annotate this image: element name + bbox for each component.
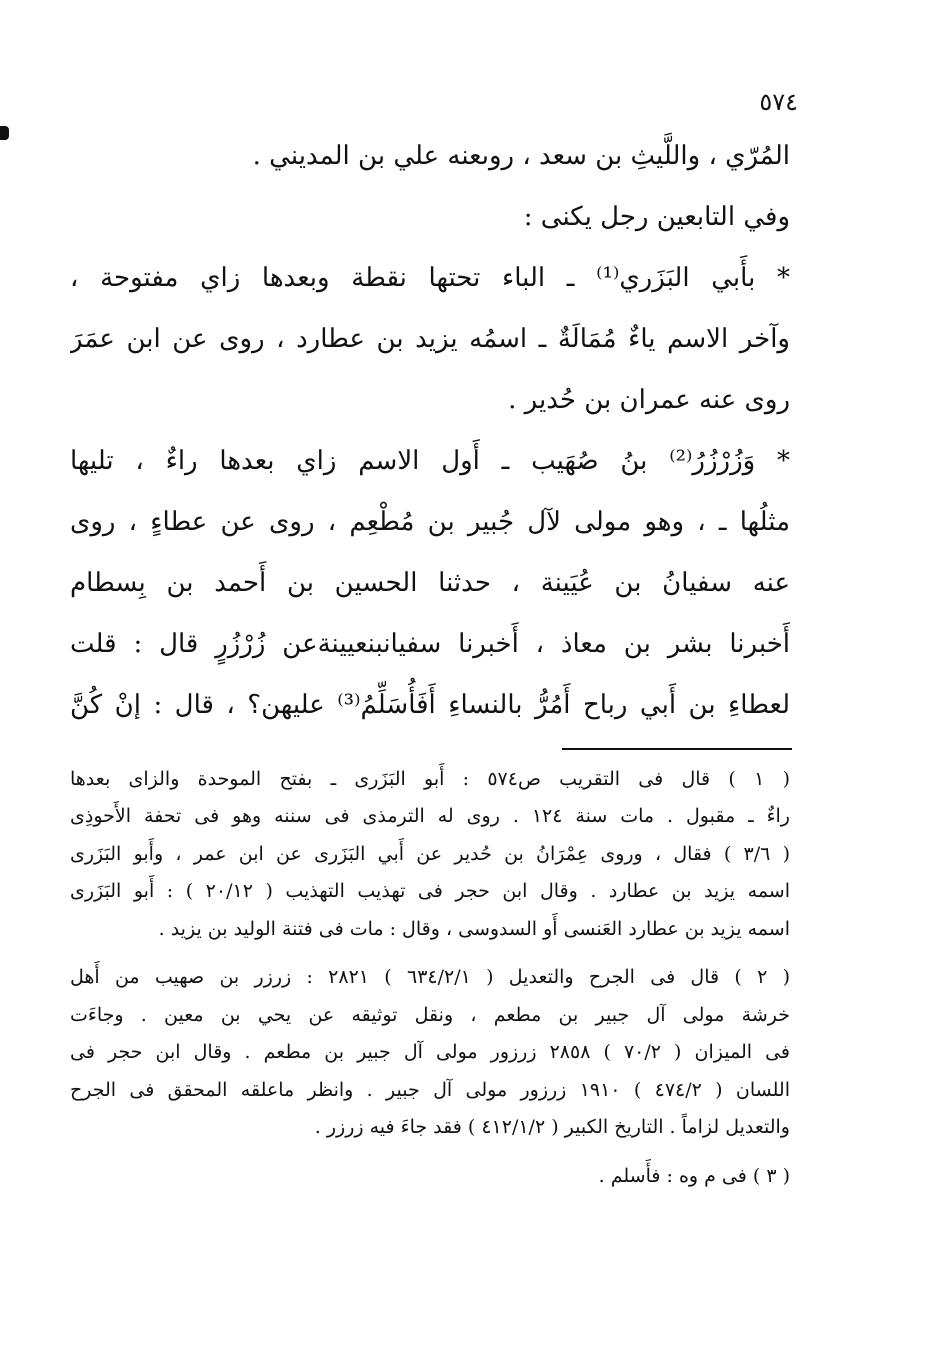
footnotes xyxy=(70,760,790,1195)
text-line: * بأَبي البَزَري⁽¹⁾ ـ الباء تحتها نقطة وبعدها زاي مفتوحة ، xyxy=(70,262,790,293)
text-line: عنه سفيانُ بن عُيَينة ، حدثنا الحسين بن أَحمد بن بِسطام xyxy=(70,567,790,598)
footnote-2 xyxy=(70,959,790,1147)
page-number: ٥٧٤ xyxy=(759,88,798,116)
page-edge-mark xyxy=(0,126,9,140)
footnote-divider xyxy=(562,748,792,750)
footnote-3 xyxy=(70,1157,790,1195)
footnote-line: اسمه يزيد بن عطارد العَنسى أَو السدوسى ، وقال : مات فى فتنة الوليد بن يزيد . xyxy=(158,917,790,940)
text-line: وفي التابعين رجل يكنى : xyxy=(523,201,790,232)
text-line: وآخر الاسم ياءٌ مُمَالَةٌ ـ اسمُه يزيد بن عطارد ، روى عن ابن عمَرَ xyxy=(70,323,790,354)
text-line: مثلُها ـ ، وهو مولى لآل جُبير بن مُطْعِم ، روى عن عطاءٍ ، روى xyxy=(70,506,790,537)
main-text xyxy=(70,125,790,735)
footnote-line: ( ٣/٦ ) فقال ، وروى عِمْرَانُ بن حُدير عن أَبي البَزَرى عن ابن عمر ، وأَبو البَزَرى xyxy=(70,842,790,865)
footnote-line: ( ٣ ) فى م وه : فأَسلم . xyxy=(598,1164,790,1187)
footnote-line: راءٌ ـ مقبول . مات سنة ١٢٤ . روى له الترمذى فى سننه وهو فى تحفة الأَحوذِى xyxy=(70,805,790,828)
text-line: أَخبرنا بشر بن معاذ ، أَخبرنا سفيانبنعيينةعن زُرْزُرٍ قال : قلت xyxy=(70,628,790,659)
footnote-line: ( ٢ ) قال فى الجرح والتعديل ( ٦٣٤/٢/١ ) ٢٨٢١ : زرزر بن صهيب من أَهل xyxy=(70,966,790,989)
text-line: لعطاءِ بن أَبي رباح أَمُرُّ بالنساءِ أَفَأُسَلِّمُ⁽³⁾ عليهن؟ ، قال : إنْ كُنَّ xyxy=(70,689,790,720)
footnote-1 xyxy=(70,760,790,948)
footnote-line: اللسان ( ٤٧٤/٢ ) ١٩١٠ زرزور مولى آل جبير . وانظر ماعلقه المحقق فى الجرح xyxy=(70,1078,790,1101)
footnote-line: فى الميزان ( ٧٠/٢ ) ٢٨٥٨ زرزور مولى آل جبير بن مطعم . وقال ابن حجر فى xyxy=(70,1041,790,1064)
footnote-line: اسمه يزيد بن عطارد . وقال ابن حجر فى تهذيب التهذيب ( ٢٠/١٢ ) : أَبو البَزَرى xyxy=(70,880,790,903)
footnote-line: والتعديل لزاماً . التاريخ الكبير ( ٤١٢/١/٢ ) فقد جاءَ فيه زرزر . xyxy=(314,1116,790,1139)
text-line: روى عنه عمران بن حُدير . xyxy=(508,384,790,415)
text-line: * وَزُرْزُرُ⁽²⁾ بنُ صُهَيب ـ أَول الاسم زاي بعدها راءٌ ، تليها xyxy=(70,445,790,476)
text-line: المُرّي ، واللَّيثِ بن سعد ، روىعنه علي بن المديني . xyxy=(252,140,790,171)
footnote-line: خرشة مولى آل جبير بن مطعم ، ونقل توثيقه عن يحي بن معين . وجاءَت xyxy=(70,1003,790,1026)
footnote-line: ( ١ ) قال فى التقريب ص٥٧٤ : أَبو البَزَرى ـ بفتح الموحدة والزاى بعدها xyxy=(70,767,790,790)
